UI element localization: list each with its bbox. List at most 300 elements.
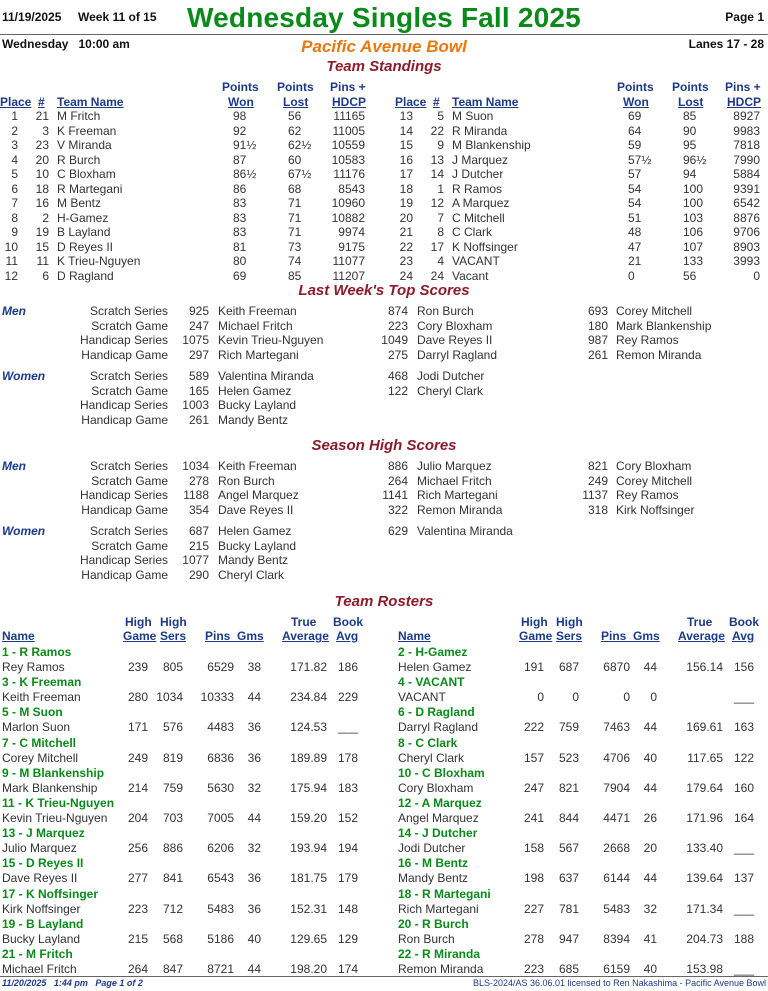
standing-points-lost: 107 xyxy=(683,239,704,254)
standing-pins-hdcp: 8876 xyxy=(733,210,760,225)
score-row xyxy=(0,319,768,333)
true-average: 124.53 xyxy=(290,720,327,735)
bowler-name: Valentina Miranda xyxy=(417,524,513,538)
standings-header-bottom xyxy=(0,95,768,109)
high-game: 241 xyxy=(523,811,544,825)
score-row xyxy=(0,304,768,318)
standing-points-lost: 62½ xyxy=(288,138,312,152)
true-average: 198.20 xyxy=(290,962,327,976)
footer-rule xyxy=(0,976,768,977)
standing-pins-hdcp: 9983 xyxy=(733,123,760,138)
games-bowled: 38 xyxy=(247,660,261,674)
col-high-game: Game xyxy=(123,629,157,643)
standing-points-won: 83 xyxy=(233,210,247,225)
bowler-name: Cheryl Clark xyxy=(218,567,285,582)
col-points-label: Points xyxy=(617,80,654,94)
total-pins: 8394 xyxy=(603,931,630,946)
book-average: ___ xyxy=(733,690,754,705)
league-title: Wednesday Singles Fall 2025 xyxy=(187,2,581,33)
book-average: 137 xyxy=(733,871,754,886)
bowler-name: Mandy Bentz xyxy=(218,553,289,567)
score-category: Scratch Series xyxy=(89,369,168,383)
high-series: 687 xyxy=(558,660,579,674)
standing-points-lost: 85 xyxy=(288,268,302,283)
standing-team-number: 2 xyxy=(42,210,49,225)
standing-points-lost: 68 xyxy=(288,181,302,196)
standing-team-number: 5 xyxy=(437,109,444,123)
games-bowled: 40 xyxy=(643,962,657,976)
page-label: Page 1 xyxy=(725,10,764,24)
standing-team-number: 1 xyxy=(437,181,444,196)
col-true-label: True xyxy=(291,615,317,629)
standings-row xyxy=(0,167,768,181)
high-series: 703 xyxy=(162,811,183,825)
col-pins-games: Pins Gms xyxy=(601,629,660,643)
book-average: ___ xyxy=(733,962,754,976)
score-value: 468 xyxy=(387,369,408,383)
score-category: Handicap Series xyxy=(79,398,168,412)
score-value: 264 xyxy=(387,473,408,488)
score-value: 290 xyxy=(188,567,209,582)
games-bowled: 26 xyxy=(643,811,657,825)
bowler-name: Angel Marquez xyxy=(218,488,299,502)
col-book-label: Book xyxy=(729,615,759,629)
score-value: 322 xyxy=(387,502,408,517)
high-game: 223 xyxy=(127,901,148,916)
standing-points-lost: 103 xyxy=(683,210,704,225)
book-average: 152 xyxy=(337,811,358,825)
book-average: 148 xyxy=(337,901,358,916)
book-average: 122 xyxy=(733,750,754,765)
high-series: 819 xyxy=(162,750,183,765)
player-name: Bucky Layland xyxy=(2,931,81,946)
col-lost: Lost xyxy=(678,95,704,109)
high-game: 256 xyxy=(127,841,148,856)
standing-pins-hdcp: 8903 xyxy=(733,239,760,254)
high-series: 947 xyxy=(558,931,579,946)
standings-row xyxy=(0,211,768,225)
total-pins: 5483 xyxy=(207,901,234,916)
true-average: 139.64 xyxy=(686,871,723,886)
standing-team-name: V Miranda xyxy=(57,138,112,152)
games-bowled: 32 xyxy=(643,901,657,916)
bowler-name: Mandy Bentz xyxy=(218,412,289,427)
men-label: Men xyxy=(2,459,26,473)
player-name: Angel Marquez xyxy=(398,811,479,825)
standing-pins-hdcp: 9175 xyxy=(338,239,365,254)
book-average: 163 xyxy=(733,720,754,735)
book-average: ___ xyxy=(733,901,754,916)
standing-team-number: 23 xyxy=(35,138,49,152)
bowler-name: Rey Ramos xyxy=(616,333,679,347)
standing-points-won: 47 xyxy=(628,239,642,254)
col-true-average: Average xyxy=(678,629,725,643)
high-series: 844 xyxy=(558,811,579,825)
standing-team-number: 9 xyxy=(437,138,444,152)
standing-points-lost: 96½ xyxy=(683,152,707,167)
standing-place: 13 xyxy=(399,109,413,123)
col-team-name: Team Name xyxy=(57,95,124,109)
high-game: 171 xyxy=(127,720,148,735)
roster-team-name: 11 - K Trieu-Nguyen xyxy=(2,796,115,810)
score-row xyxy=(0,568,768,582)
total-pins: 6206 xyxy=(207,841,234,856)
score-category: Handicap Series xyxy=(79,553,168,567)
standing-points-lost: 106 xyxy=(683,225,704,239)
score-value: 278 xyxy=(188,473,209,488)
bowler-name: Darryl Ragland xyxy=(417,347,498,362)
score-value: 693 xyxy=(587,304,608,318)
bowler-name: Bucky Layland xyxy=(218,398,297,412)
total-pins: 6144 xyxy=(603,871,630,886)
col-true-average: Average xyxy=(282,629,329,643)
score-value: 1077 xyxy=(182,553,209,567)
col-name: Name xyxy=(2,629,35,643)
games-bowled: 44 xyxy=(247,811,261,825)
high-game: 157 xyxy=(523,750,544,765)
roster-team-name: 6 - D Ragland xyxy=(398,705,475,720)
high-series: 0 xyxy=(572,690,579,705)
standing-team-number: 18 xyxy=(35,181,49,196)
score-value: 1188 xyxy=(183,488,209,502)
player-name: Keith Freeman xyxy=(2,690,81,705)
score-value: 297 xyxy=(188,347,209,362)
col-won: Won xyxy=(228,95,254,109)
high-game: 239 xyxy=(127,660,148,674)
standing-place: 24 xyxy=(399,268,413,283)
roster-team-name: 13 - J Marquez xyxy=(2,826,85,841)
total-pins: 4471 xyxy=(603,811,630,825)
score-category: Scratch Series xyxy=(89,459,168,473)
roster-team-name: 3 - K Freeman xyxy=(2,675,82,690)
bowler-name: Cory Bloxham xyxy=(616,459,692,473)
col-high-game: Game xyxy=(519,629,553,643)
standing-place: 16 xyxy=(399,152,413,167)
high-series: 637 xyxy=(558,871,579,886)
player-name: Rich Martegani xyxy=(398,901,479,916)
roster-team-name: 7 - C Mitchell xyxy=(2,735,77,750)
bowler-name: Bucky Layland xyxy=(218,538,297,553)
standings-row xyxy=(0,225,768,239)
roster-team-name: 22 - R Miranda xyxy=(398,947,481,961)
high-game: 227 xyxy=(523,901,544,916)
player-name: Helen Gamez xyxy=(398,660,472,674)
bowler-name: Corey Mitchell xyxy=(616,473,693,488)
games-bowled: 0 xyxy=(650,690,657,705)
standing-points-lost: 62 xyxy=(288,123,302,138)
roster-team-header xyxy=(0,947,768,962)
standing-points-lost: 74 xyxy=(288,254,302,268)
total-pins: 6836 xyxy=(207,750,234,765)
roster-header-bottom xyxy=(0,629,768,643)
standing-pins-hdcp: 10559 xyxy=(331,138,365,152)
score-value: 874 xyxy=(387,304,408,318)
high-series: 847 xyxy=(162,962,183,976)
games-bowled: 40 xyxy=(643,750,657,765)
standing-pins-hdcp: 9974 xyxy=(338,225,365,239)
roster-team-header xyxy=(0,645,768,660)
col-book-average: Avg xyxy=(732,629,755,643)
standing-points-won: 98 xyxy=(233,109,247,123)
standing-points-lost: 71 xyxy=(288,196,302,210)
col-high-label: High xyxy=(521,615,548,629)
score-value: 987 xyxy=(587,333,608,347)
score-value: 122 xyxy=(387,383,408,398)
standing-place: 4 xyxy=(11,152,18,167)
bowler-name: Cheryl Clark xyxy=(417,383,484,398)
roster-team-header xyxy=(0,705,768,720)
score-value: 886 xyxy=(387,459,408,473)
true-average: 189.89 xyxy=(290,750,327,765)
standing-pins-hdcp: 11165 xyxy=(333,109,365,123)
high-game: 247 xyxy=(523,780,544,795)
high-series: 567 xyxy=(558,841,579,856)
standing-team-number: 3 xyxy=(42,123,49,138)
book-average: 160 xyxy=(733,780,754,795)
women-label: Women xyxy=(2,369,46,383)
standings-row xyxy=(0,138,768,152)
true-average: 175.94 xyxy=(290,780,327,795)
score-value: 354 xyxy=(188,502,209,517)
standing-team-number: 13 xyxy=(430,152,444,167)
player-name: Darryl Ragland xyxy=(398,720,479,735)
standing-team-name: R Miranda xyxy=(452,123,508,138)
standing-team-name: K Freeman xyxy=(57,123,117,138)
bowler-name: Ron Burch xyxy=(417,304,474,318)
bowler-name: Cory Bloxham xyxy=(417,318,493,333)
score-value: 1141 xyxy=(382,488,408,502)
standings-row xyxy=(0,153,768,167)
score-value: 215 xyxy=(188,538,209,553)
score-category: Scratch Game xyxy=(91,538,168,553)
standing-pins-hdcp: 7818 xyxy=(733,138,760,152)
standing-place: 22 xyxy=(399,239,413,254)
true-average: 156.14 xyxy=(686,660,723,674)
score-value: 589 xyxy=(188,369,209,383)
col-high-series: Sers xyxy=(160,629,187,643)
score-category: Scratch Series xyxy=(89,304,168,318)
high-game: 204 xyxy=(127,811,148,825)
high-game: 198 xyxy=(523,871,544,886)
col-high-series: Sers xyxy=(556,629,583,643)
col-points-label: Points xyxy=(672,80,709,94)
roster-team-header xyxy=(0,796,768,811)
standing-team-number: 22 xyxy=(430,123,444,138)
standing-points-won: 57½ xyxy=(628,152,652,167)
score-category: Handicap Game xyxy=(81,567,168,582)
standing-points-lost: 100 xyxy=(683,196,704,210)
score-value: 165 xyxy=(188,383,209,398)
col-pins-games: Pins Gms xyxy=(205,629,264,643)
standing-place: 6 xyxy=(11,181,18,196)
bowler-name: Michael Fritch xyxy=(218,318,293,333)
roster-team-header xyxy=(0,736,768,751)
standing-place: 5 xyxy=(11,167,18,181)
total-pins: 7904 xyxy=(603,780,630,795)
score-row xyxy=(0,459,768,473)
score-row xyxy=(0,553,768,567)
true-average: 169.61 xyxy=(686,720,723,735)
high-game: 158 xyxy=(523,841,544,856)
total-pins: 6870 xyxy=(603,660,630,674)
true-average: 153.98 xyxy=(686,962,723,976)
roster-team-header xyxy=(0,826,768,841)
standing-team-name: M Blankenship xyxy=(452,138,531,152)
standing-points-won: 91½ xyxy=(233,138,257,152)
roster-team-header xyxy=(0,917,768,932)
games-bowled: 44 xyxy=(247,962,261,976)
roster-player-row xyxy=(0,781,768,796)
men-label: Men xyxy=(2,304,26,318)
player-name: Jodi Dutcher xyxy=(398,841,466,856)
high-game: 264 xyxy=(127,962,148,976)
roster-player-row xyxy=(0,871,768,886)
standing-place: 3 xyxy=(11,138,18,152)
standing-pins-hdcp: 5884 xyxy=(733,167,760,181)
col-name: Name xyxy=(398,629,431,643)
standings-row xyxy=(0,269,768,283)
standing-place: 1 xyxy=(11,109,18,123)
standing-points-lost: 90 xyxy=(683,123,697,138)
bowler-name: Keith Freeman xyxy=(218,459,297,473)
col-place: Place xyxy=(395,95,427,109)
player-name: Remon Miranda xyxy=(398,962,484,976)
total-pins: 6529 xyxy=(207,660,234,674)
score-category: Scratch Game xyxy=(91,383,168,398)
roster-team-header xyxy=(0,856,768,871)
standing-points-won: 69 xyxy=(233,268,247,283)
standing-points-won: 69 xyxy=(628,109,642,123)
roster-team-name: 16 - M Bentz xyxy=(398,856,469,871)
games-bowled: 44 xyxy=(643,780,657,795)
col-number: # xyxy=(433,95,440,109)
high-game: 191 xyxy=(523,660,544,674)
standing-points-lost: 60 xyxy=(288,152,302,167)
standing-pins-hdcp: 6542 xyxy=(733,196,760,210)
bowler-name: Keith Freeman xyxy=(218,304,297,318)
high-series: 523 xyxy=(558,750,579,765)
games-bowled: 44 xyxy=(643,871,657,886)
standings-header-top xyxy=(0,80,768,94)
standing-points-won: 80 xyxy=(233,254,247,268)
total-pins: 5186 xyxy=(207,931,234,946)
high-series: 759 xyxy=(162,780,183,795)
book-average: 129 xyxy=(337,931,358,946)
roster-team-name: 1 - R Ramos xyxy=(2,645,72,659)
games-bowled: 36 xyxy=(247,901,261,916)
rosters-title: Team Rosters xyxy=(334,593,434,610)
standing-place: 20 xyxy=(399,210,413,225)
standings-row xyxy=(0,109,768,123)
standing-team-name: D Ragland xyxy=(57,268,114,283)
standing-points-won: 64 xyxy=(628,123,642,138)
roster-team-name: 9 - M Blankenship xyxy=(2,765,105,780)
standing-team-name: R Burch xyxy=(57,152,101,167)
col-pins-label: Pins + xyxy=(725,80,761,94)
score-category: Scratch Game xyxy=(91,318,168,333)
true-average: 181.75 xyxy=(290,871,327,886)
report-date: 11/19/2025 xyxy=(2,10,62,24)
standing-pins-hdcp: 10583 xyxy=(331,152,365,167)
total-pins: 7463 xyxy=(603,720,630,735)
bowling-center: Pacific Avenue Bowl xyxy=(301,37,467,56)
standings-row xyxy=(0,124,768,138)
player-name: Corey Mitchell xyxy=(2,750,79,765)
bowler-name: Michael Fritch xyxy=(417,473,492,488)
week-label: Week 11 of 15 xyxy=(78,10,157,24)
roster-team-header xyxy=(0,766,768,781)
player-name: Cheryl Clark xyxy=(398,750,465,765)
score-row xyxy=(0,398,768,412)
games-bowled: 20 xyxy=(643,841,657,856)
standing-points-won: 0 xyxy=(628,268,635,283)
standing-team-number: 15 xyxy=(35,239,49,254)
standing-points-lost: 94 xyxy=(683,167,697,181)
col-number: # xyxy=(38,95,45,109)
standing-team-name: M Fritch xyxy=(57,109,101,123)
standing-place: 19 xyxy=(399,196,413,210)
true-average: 171.34 xyxy=(686,901,723,916)
standing-team-name: C Mitchell xyxy=(452,210,505,225)
standing-team-name: C Clark xyxy=(452,225,493,239)
bowler-name: Helen Gamez xyxy=(218,383,292,398)
standing-pins-hdcp: 9391 xyxy=(733,181,760,196)
roster-team-name: 18 - R Martegani xyxy=(398,886,491,901)
high-series: 576 xyxy=(162,720,183,735)
total-pins: 4483 xyxy=(207,720,234,735)
score-category: Handicap Series xyxy=(79,333,168,347)
bowler-name: Dave Reyes II xyxy=(417,333,493,347)
true-average: 152.31 xyxy=(290,901,327,916)
standings-row xyxy=(0,240,768,254)
standing-place: 12 xyxy=(4,268,18,283)
score-value: 1034 xyxy=(182,459,209,473)
player-name: VACANT xyxy=(398,690,446,705)
standing-points-won: 59 xyxy=(628,138,642,152)
total-pins: 5630 xyxy=(207,780,234,795)
player-name: Cory Bloxham xyxy=(398,780,474,795)
high-series: 685 xyxy=(558,962,579,976)
book-average: 156 xyxy=(733,660,754,674)
total-pins: 10333 xyxy=(200,690,234,705)
standing-team-number: 8 xyxy=(437,225,444,239)
score-value: 1137 xyxy=(582,488,608,502)
bowler-name: Helen Gamez xyxy=(218,524,292,538)
total-pins: 5483 xyxy=(603,901,630,916)
col-place: Place xyxy=(0,95,32,109)
bowler-name: Jodi Dutcher xyxy=(417,369,485,383)
high-series: 1034 xyxy=(156,690,183,705)
standing-team-name: C Bloxham xyxy=(57,167,116,181)
high-series: 712 xyxy=(162,901,183,916)
standing-points-won: 81 xyxy=(233,239,247,254)
score-row xyxy=(0,539,768,553)
score-value: 1049 xyxy=(381,333,408,347)
col-points-label: Points xyxy=(222,80,259,94)
roster-team-name: 12 - A Marquez xyxy=(398,796,482,810)
standings-title: Team Standings xyxy=(326,58,442,75)
season-high-title: Season High Scores xyxy=(311,437,457,454)
score-row xyxy=(0,348,768,362)
standing-pins-hdcp: 11005 xyxy=(332,123,365,138)
roster-player-row xyxy=(0,660,768,675)
standing-team-number: 14 xyxy=(430,167,444,181)
roster-team-name: 20 - R Burch xyxy=(398,916,469,931)
roster-player-row xyxy=(0,690,768,705)
standing-pins-hdcp: 8543 xyxy=(338,181,365,196)
total-pins: 4706 xyxy=(603,750,630,765)
high-game: 0 xyxy=(537,690,544,705)
